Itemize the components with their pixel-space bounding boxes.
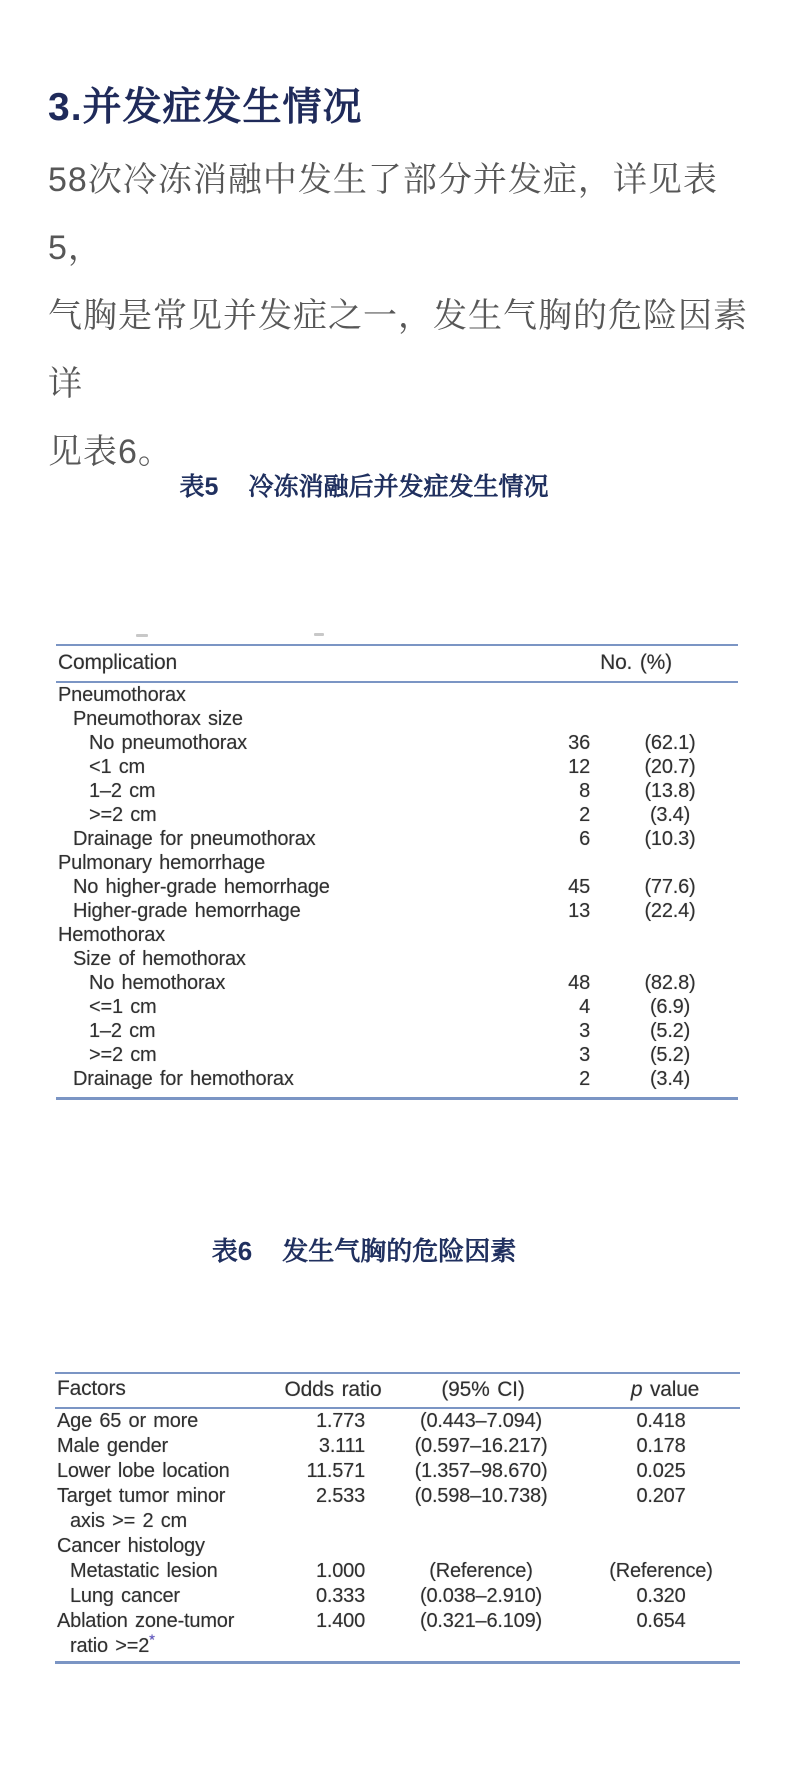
table6-caption	[0, 1231, 728, 1268]
row-label: Pulmonary hemorrhage	[58, 852, 265, 874]
table5-row	[56, 899, 738, 923]
row-percent: (3.4)	[649, 1068, 691, 1090]
paragraph-line: 气胸是常见并发症之一，发生气胸的危险因素详	[48, 297, 748, 403]
table6-header-factors: Factors	[57, 1377, 126, 1400]
row-percent: (6.9)	[649, 996, 691, 1018]
row-label: Size of hemothorax	[73, 948, 246, 970]
row-percent: (22.4)	[644, 900, 696, 922]
row-label: <1 cm	[89, 756, 146, 778]
table6-row	[55, 1434, 740, 1459]
row-count: 48	[568, 972, 590, 994]
row-count: 2	[579, 1068, 590, 1090]
table5-row	[56, 851, 738, 875]
row-label: Age 65 or more	[57, 1410, 199, 1432]
row-label: Hemothorax	[58, 924, 165, 946]
table5-header-no-pct: No. (%)	[600, 651, 672, 674]
table5-body	[56, 683, 738, 1091]
row-percent: (20.7)	[644, 756, 696, 778]
paragraph-line: 见表6。	[48, 433, 173, 471]
table5-row	[56, 1043, 738, 1067]
row-count: 3	[579, 1044, 590, 1066]
ci-value: (1.357–98.670)	[414, 1460, 548, 1482]
table5-row	[56, 1067, 738, 1091]
footnote-asterisk: *	[149, 1631, 155, 1649]
p-value: 0.418	[636, 1410, 686, 1432]
row-label: Target tumor minor	[57, 1485, 226, 1507]
table5-row	[56, 755, 738, 779]
row-label: No pneumothorax	[89, 732, 247, 754]
row-label: axis >= 2 cm	[70, 1510, 187, 1532]
row-count: 3	[579, 1020, 590, 1042]
scan-artifact	[136, 634, 148, 637]
table5-row	[56, 683, 738, 707]
row-label: >=2 cm	[89, 804, 157, 826]
table5-caption-number: 表5	[179, 473, 219, 501]
row-label: Pneumothorax	[58, 684, 186, 706]
table5-row	[56, 731, 738, 755]
ci-value: (0.443–7.094)	[420, 1410, 542, 1432]
ci-value: (0.038–2.910)	[420, 1585, 542, 1607]
row-label: Male gender	[57, 1435, 168, 1457]
table6-row	[55, 1631, 740, 1659]
table6-header-row	[55, 1374, 740, 1409]
table5-row	[56, 995, 738, 1019]
row-label: ratio >=2*	[70, 1631, 155, 1657]
table5-header-complication: Complication	[58, 651, 177, 674]
row-count: 36	[568, 732, 590, 754]
scan-artifact	[314, 633, 324, 636]
row-percent: (77.6)	[644, 876, 696, 898]
table6-row	[55, 1584, 740, 1609]
row-label: 1–2 cm	[89, 1020, 156, 1042]
row-percent: (3.4)	[649, 804, 691, 826]
table5-caption-title: 冷冻消融后并发症发生情况	[248, 473, 549, 501]
row-label: Metastatic lesion	[70, 1560, 218, 1582]
row-percent: (62.1)	[644, 732, 696, 754]
paragraph-line: 58次冷冻消融中发生了部分并发症，详见表5，	[48, 161, 718, 267]
row-count: 45	[568, 876, 590, 898]
row-label: Lung cancer	[70, 1585, 180, 1607]
table6-row	[55, 1534, 740, 1559]
section-heading: 3.并发症发生情况	[48, 86, 363, 129]
table6-header-pvalue: p value	[630, 1378, 700, 1401]
p-value: (Reference)	[609, 1560, 713, 1582]
table5-row	[56, 827, 738, 851]
body-paragraph	[48, 146, 768, 486]
row-count: 12	[568, 756, 590, 778]
table6-header-odds-ratio: Odds ratio	[284, 1378, 382, 1401]
table6-row	[55, 1559, 740, 1584]
row-count: 6	[579, 828, 590, 850]
row-count: 2	[579, 804, 590, 826]
row-label: Pneumothorax size	[73, 708, 243, 730]
row-label: Cancer histology	[57, 1535, 205, 1557]
row-percent: (5.2)	[649, 1020, 691, 1042]
table5-caption	[0, 467, 728, 503]
table6-row	[55, 1409, 740, 1434]
row-label: 1–2 cm	[89, 780, 156, 802]
table6-row	[55, 1509, 740, 1534]
row-label: Drainage for hemothorax	[73, 1068, 294, 1090]
row-label: Higher-grade hemorrhage	[73, 900, 301, 922]
p-value: 0.320	[636, 1585, 686, 1607]
odds-ratio-value: 1.000	[315, 1560, 365, 1582]
row-percent: (13.8)	[644, 780, 696, 802]
table6-caption-number: 表6	[211, 1236, 253, 1266]
table5-row	[56, 707, 738, 731]
p-value: 0.178	[636, 1435, 686, 1457]
table5-row	[56, 779, 738, 803]
table5-row	[56, 1019, 738, 1043]
ci-value: (0.321–6.109)	[420, 1610, 542, 1632]
odds-ratio-value: 0.333	[315, 1585, 365, 1607]
table6-risk-factors	[55, 1372, 740, 1664]
row-percent: (5.2)	[649, 1044, 691, 1066]
odds-ratio-value: 11.571	[306, 1460, 365, 1482]
ci-value: (Reference)	[429, 1560, 533, 1582]
table5-complications	[56, 644, 738, 1100]
p-value: 0.025	[636, 1460, 686, 1482]
row-label: Lower lobe location	[57, 1460, 230, 1482]
table6-row	[55, 1609, 740, 1634]
ci-value: (0.598–10.738)	[414, 1485, 548, 1507]
p-value: 0.654	[636, 1610, 686, 1632]
row-label: <=1 cm	[89, 996, 157, 1018]
row-label: Drainage for pneumothorax	[73, 828, 316, 850]
table5-row	[56, 971, 738, 995]
table5-row	[56, 923, 738, 947]
table5-row	[56, 803, 738, 827]
row-label: No higher-grade hemorrhage	[73, 876, 330, 898]
odds-ratio-value: 3.111	[318, 1435, 365, 1457]
odds-ratio-value: 2.533	[315, 1485, 365, 1507]
row-count: 4	[579, 996, 590, 1018]
row-label: No hemothorax	[89, 972, 226, 994]
odds-ratio-value: 1.400	[315, 1610, 365, 1632]
row-label: Ablation zone-tumor	[57, 1610, 235, 1632]
row-label: >=2 cm	[89, 1044, 157, 1066]
table5-row	[56, 875, 738, 899]
row-count: 8	[579, 780, 590, 802]
row-count: 13	[568, 900, 590, 922]
ci-value: (0.597–16.217)	[414, 1435, 548, 1457]
table5-header-row	[56, 646, 738, 683]
table6-row	[55, 1484, 740, 1509]
table6-header-ci: (95% CI)	[441, 1378, 525, 1401]
table6-row	[55, 1459, 740, 1484]
table6-body	[55, 1409, 740, 1659]
table5-row	[56, 947, 738, 971]
table6-caption-title: 发生气胸的危险因素	[282, 1236, 517, 1266]
odds-ratio-value: 1.773	[315, 1410, 365, 1432]
row-percent: (10.3)	[644, 828, 696, 850]
p-value: 0.207	[636, 1485, 686, 1507]
row-percent: (82.8)	[644, 972, 696, 994]
